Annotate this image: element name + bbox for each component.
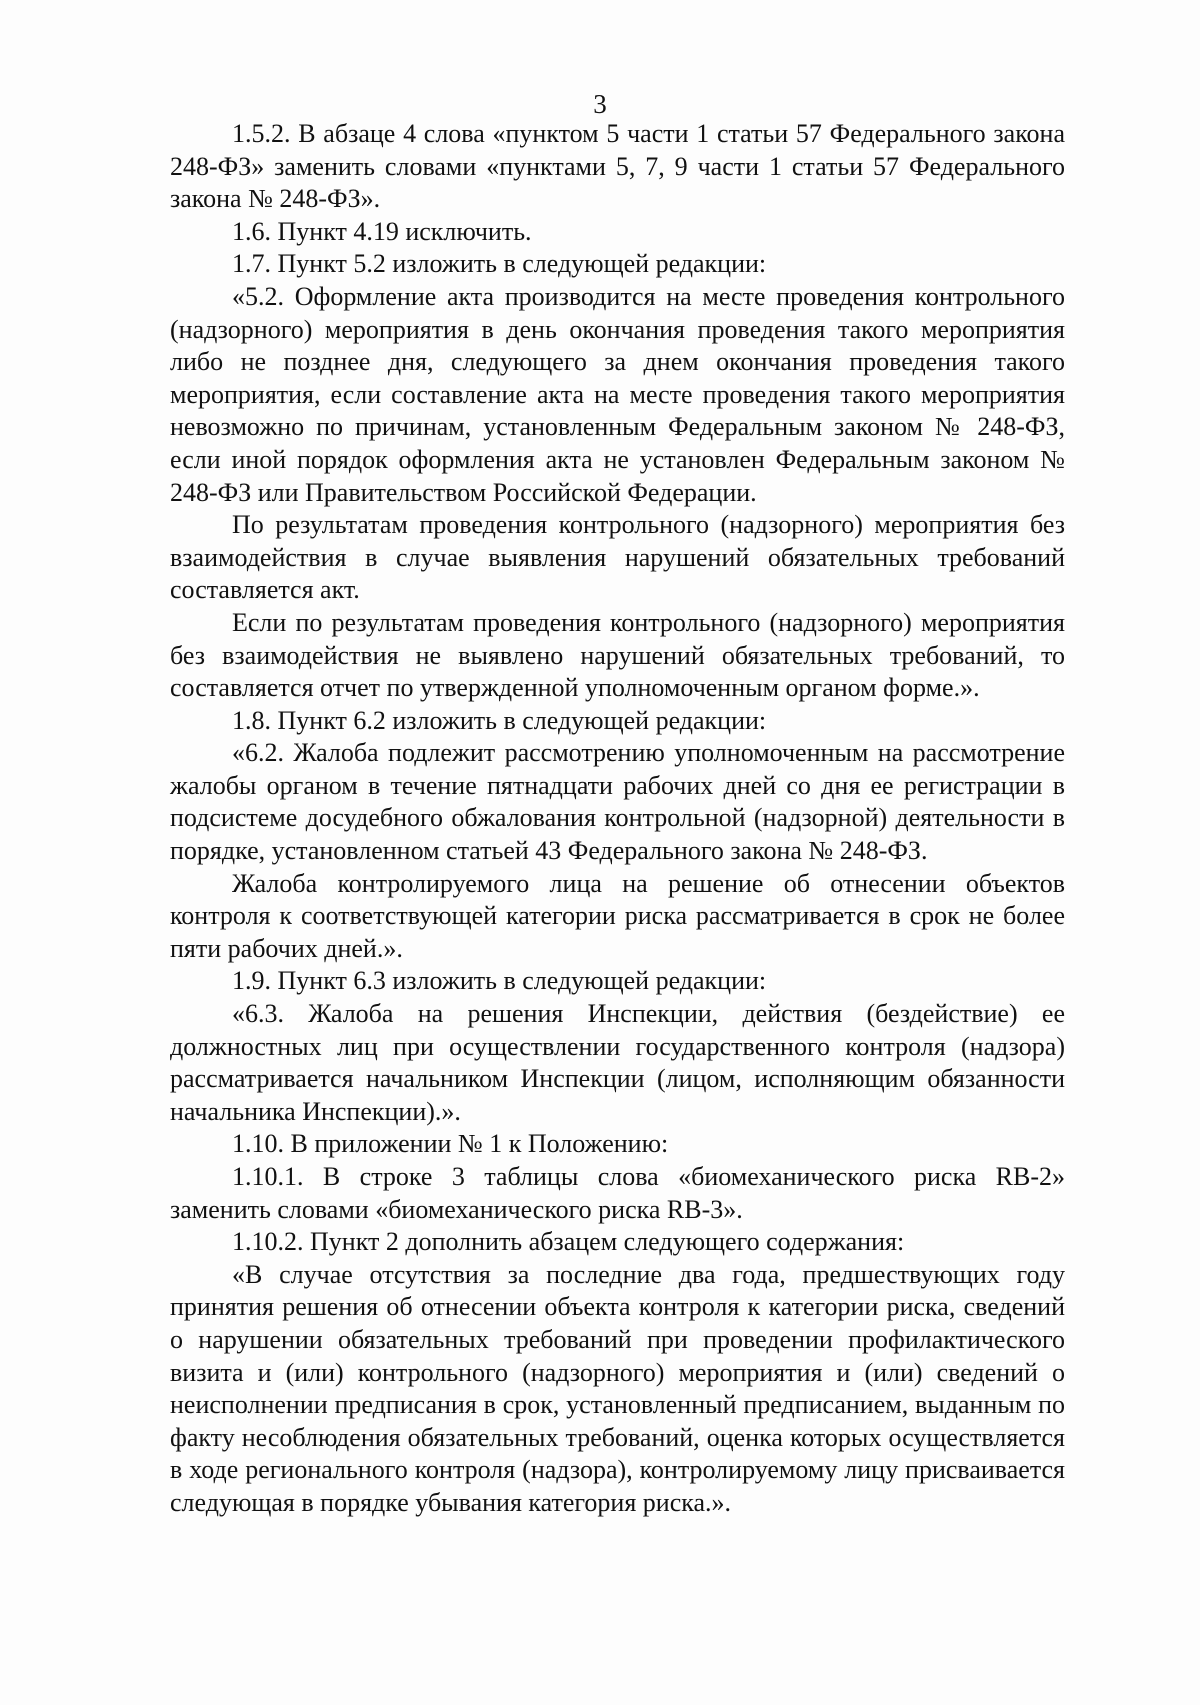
- page-number: 3: [593, 89, 607, 119]
- paragraph-1-10-1: 1.10.1. В строке 3 таблицы слова «биомеханического риска RB-2» заменить словами «биомеханического риска RB-3».: [170, 1162, 1065, 1224]
- paragraph-1-10: 1.10. В приложении № 1 к Положению:: [232, 1129, 669, 1159]
- paragraph-1-6: 1.6. Пункт 4.19 исключить.: [232, 216, 532, 246]
- paragraph-6-2-quote: «6.2. Жалоба подлежит рассмотрению уполномоченным на рассмотрение жалобы органом в течение пятнадцати рабочих дней со дня ее регистрации в подсистеме досудебного обжалования контрольной (надзорной) деятельности в порядке, установленном статьей 43 Федерального закона № 248-ФЗ.: [170, 738, 1065, 866]
- paragraph-act-drawn-up: По результатам проведения контрольного (надзорного) мероприятия без взаимодействия в случае выявления нарушений обязательных требований составляется акт.: [170, 510, 1065, 605]
- paragraph-1-9: 1.9. Пункт 6.3 изложить в следующей редакции:: [232, 966, 767, 996]
- paragraph-1-10-2: 1.10.2. Пункт 2 дополнить абзацем следующего содержания:: [232, 1227, 905, 1257]
- paragraph-1-8: 1.8. Пункт 6.2 изложить в следующей редакции:: [232, 705, 767, 735]
- paragraph-6-3-quote: «6.3. Жалоба на решения Инспекции, действия (бездействие) ее должностных лиц при осуществлении государственного контроля (надзора) рассматривается начальником Инспекции (лицом, исполняющим обязанности начальника Инспекции).».: [170, 999, 1065, 1126]
- paragraph-report-drawn-up: Если по результатам проведения контрольного (надзорного) мероприятия без взаимодействия не выявлено нарушений обязательных требований, то составляется отчет по утвержденной уполномоченным органом форме.».: [170, 607, 1065, 703]
- paragraph-1-5-2: 1.5.2. В абзаце 4 слова «пунктом 5 части 1 статьи 57 Федерального закона 248-ФЗ» заменить словами «пунктами 5, 7, 9 части 1 статьи 57 Федерального закона № 248-ФЗ».: [170, 119, 1065, 214]
- paragraph-complaint-risk: Жалоба контролируемого лица на решение об отнесении объектов контроля к соответствующей категории риска рассматривается в срок не более пяти рабочих дней.».: [170, 868, 1065, 963]
- paragraph-5-2-quote: «5.2. Оформление акта производится на месте проведения контрольного (надзорного) мероприятия в день окончания проведения такого мероприятия либо не позднее дня, следующего за днем окончания проведения такого мероприятия, если составление акта на месте проведения такого мероприятия невозможно по причинам, установленным Федеральным законом № 248-ФЗ, если иной порядок оформления акта не установлен Федеральным законом № 248-ФЗ или Правительством Российской Федерации.: [170, 281, 1065, 507]
- paragraph-risk-category-quote: «В случае отсутствия за последние два года, предшествующих году принятия решения об отнесении объекта контроля к категории риска, сведений о нарушении обязательных требований при проведении профилактического визита и (или) контрольного (надзорного) мероприятия и (или) сведений о неисполнении предписания в срок, установленный предписанием, выданным по факту несоблюдения обязательных требований, оценка которых осуществляется в ходе регионального контроля (надзора), контролируемому лицу присваивается следующая в порядке убывания категория риска.».: [170, 1259, 1065, 1517]
- document-body: [170, 118, 1065, 1520]
- paragraph-1-7: 1.7. Пункт 5.2 изложить в следующей редакции:: [232, 249, 767, 279]
